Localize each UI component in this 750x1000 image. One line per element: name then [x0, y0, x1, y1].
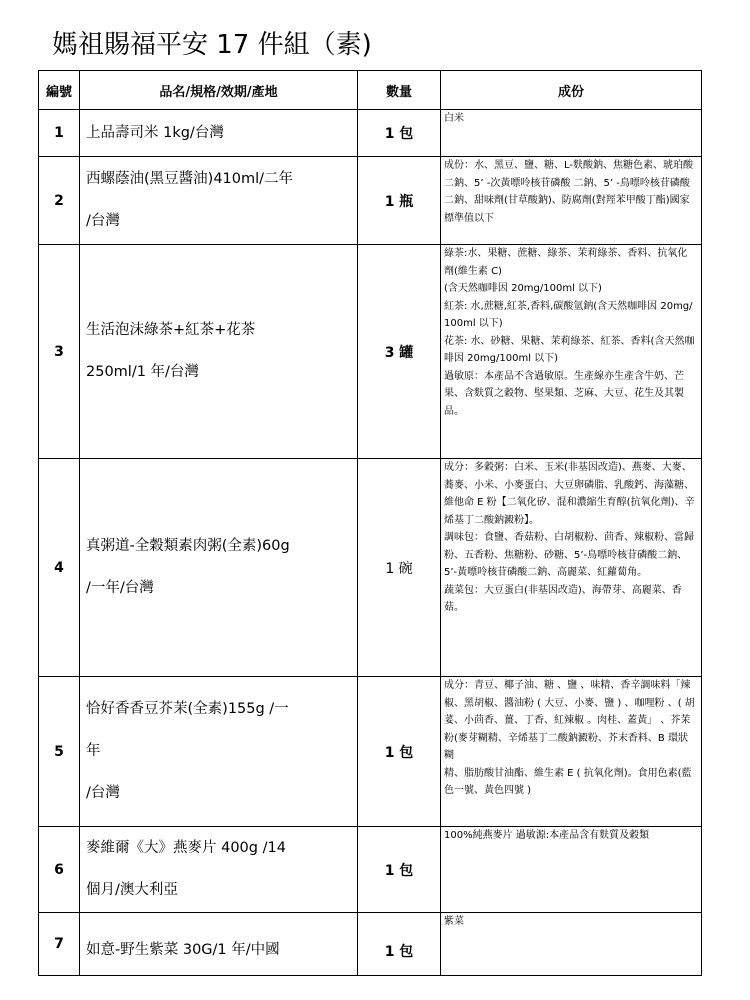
header-ingredients: 成份: [441, 71, 702, 110]
product-name-line: 生活泡沫綠茶+紅茶+花茶: [86, 322, 256, 338]
ingredients: [441, 459, 702, 677]
product-name: [80, 827, 358, 913]
ingredients-text: 調味包：食鹽、香菇粉、白胡椒粉、茴香、辣椒粉、當歸粉、五香粉、焦糖粉、砂糖、5’-鳥嘌呤核苷磷酸二鈉、5’-黃嘌呤核苷磷酸二鈉、高麗菜、紅蘿蔔角。: [444, 532, 694, 578]
product-name: [80, 245, 358, 459]
ingredients: [441, 245, 702, 459]
product-name-line: 250ml/1 年/台灣: [86, 364, 199, 380]
quantity: 1 包: [358, 677, 441, 827]
ingredients-text: 紫菜: [444, 916, 464, 927]
ingredients-text: 白米: [444, 113, 464, 124]
ingredients-text: (含天然咖啡因 20mg/100ml 以下): [444, 283, 602, 294]
ingredients: [441, 677, 702, 827]
header-name: 品名/規格/效期/產地: [80, 71, 358, 110]
ingredients: [441, 827, 702, 913]
product-name: [80, 913, 358, 976]
product-name-line: 如意-野生紫菜 30G/1 年/中國: [86, 942, 280, 958]
product-name-line: 麥維爾《大》燕麥片 400g /14: [86, 840, 286, 856]
product-name-line: 上品壽司米 1kg/台灣: [86, 124, 224, 141]
ingredients-text: 100%純燕麥片 過敏源:本產品含有麩質及穀類: [444, 830, 650, 841]
row-number: 4: [39, 459, 80, 677]
quantity: 3 罐: [358, 245, 441, 459]
row-number: 2: [39, 157, 80, 245]
quantity: 1 包: [358, 827, 441, 913]
table-row: [39, 677, 702, 827]
product-name-line: 真粥道-全穀類素肉粥(全素)60g: [86, 538, 290, 554]
ingredients-text: 紅茶: 水,蔗糖,紅茶,香料,碳酸氫鈉(含天然咖啡因 20mg/100ml 以下): [444, 300, 693, 329]
ingredients-text: 成份：水、黑豆、鹽、糖、L-麩酸鈉、焦糖色素、琥珀酸二鈉、5’ -次黃嘌呤核苷磷酸 二鈉、5’ -鳥嘌呤核苷磷酸二鈉、甜味劑(甘草酸鈉)、防腐劑(對羥苯甲酸丁酯)國家標準值以下: [444, 160, 694, 224]
row-number: 3: [39, 245, 80, 459]
ingredients-text: 綠茶:水、果糖、蔗糖、綠茶、茉莉綠茶、香料、抗氧化劑(維生素 C): [444, 248, 688, 277]
ingredients-text: 成分：多穀粥：白米、玉米(非基因改造)、燕麥、大麥、蕎麥、小米、小麥蛋白、大豆卵磷脂、乳酸鈣、海藻糖、維他命 E 粉【二氧化矽、混和濃縮生育醇(抗氧化劑)、辛烯基丁二酸鈉澱粉】。: [444, 462, 695, 526]
product-name-line: 西螺蔭油(黑豆醬油)410ml/二年: [86, 171, 294, 187]
header-qty: 數量: [358, 71, 441, 110]
product-name-line: 個月/澳大利亞: [86, 882, 178, 898]
ingredients: [441, 913, 702, 976]
row-number: 5: [39, 677, 80, 827]
product-table: [38, 70, 702, 976]
header-no: 編號: [39, 71, 80, 110]
ingredients-text: 花茶: 水、砂糖、果糖、茉莉綠茶、紅茶、香料(含天然咖啡因 20mg/100ml 以下): [444, 335, 695, 364]
table-row: [39, 913, 702, 976]
table-row: [39, 157, 702, 245]
table-row: [39, 245, 702, 459]
ingredients: [441, 110, 702, 157]
product-name-line: /台灣: [86, 213, 120, 229]
table-header-row: [39, 71, 702, 110]
ingredients-text: 過敏原：本產品不含過敏原。生產線亦生產含牛奶、芒果、含麩質之穀物、堅果類、芝麻、大豆、花生及其製品。: [444, 370, 684, 417]
product-name-line: /台灣: [86, 785, 120, 801]
product-name: [80, 110, 358, 157]
row-number: 7: [39, 913, 80, 976]
quantity: 1 包: [358, 110, 441, 157]
product-name-line: 年: [86, 743, 101, 759]
page-title: 媽祖賜福平安 17 件組（素): [52, 30, 372, 60]
row-number: 6: [39, 827, 80, 913]
ingredients-text: 精、脂肪酸甘油酯、維生素 E ( 抗氧化劑)。食用色素(藍色一號、黃色四號 ): [444, 767, 692, 796]
row-number: 1: [39, 110, 80, 157]
product-name: [80, 677, 358, 827]
product-name-line: 恰好香香豆芥茉(全素)155g /一: [86, 701, 289, 717]
table-row: [39, 110, 702, 157]
product-name: [80, 459, 358, 677]
quantity: 1 碗: [358, 459, 441, 677]
ingredients-text: 成分：青豆、椰子油、糖 、鹽 、味精、香辛調味料「辣椒、黑胡椒、醬油粉 ( 大豆、小麥、鹽 ) 、咖哩粉 、( 胡荽、小茴香、薑、丁香、紅辣椒 。肉桂、蓋黃」 、芥茉粉(麥芽糊精、辛烯基丁二酸鈉澱粉、芥末香料、Β 環狀糊: [444, 680, 695, 761]
quantity: 1 瓶: [358, 157, 441, 245]
table-row: [39, 827, 702, 913]
table-row: [39, 459, 702, 677]
quantity: 1 包: [358, 913, 441, 976]
product-name: [80, 157, 358, 245]
product-name-line: /一年/台灣: [86, 580, 154, 596]
ingredients: [441, 157, 702, 245]
ingredients-text: 蔬菜包：大豆蛋白(非基因改造)、海帶芽、高麗菜、香菇。: [444, 584, 682, 613]
